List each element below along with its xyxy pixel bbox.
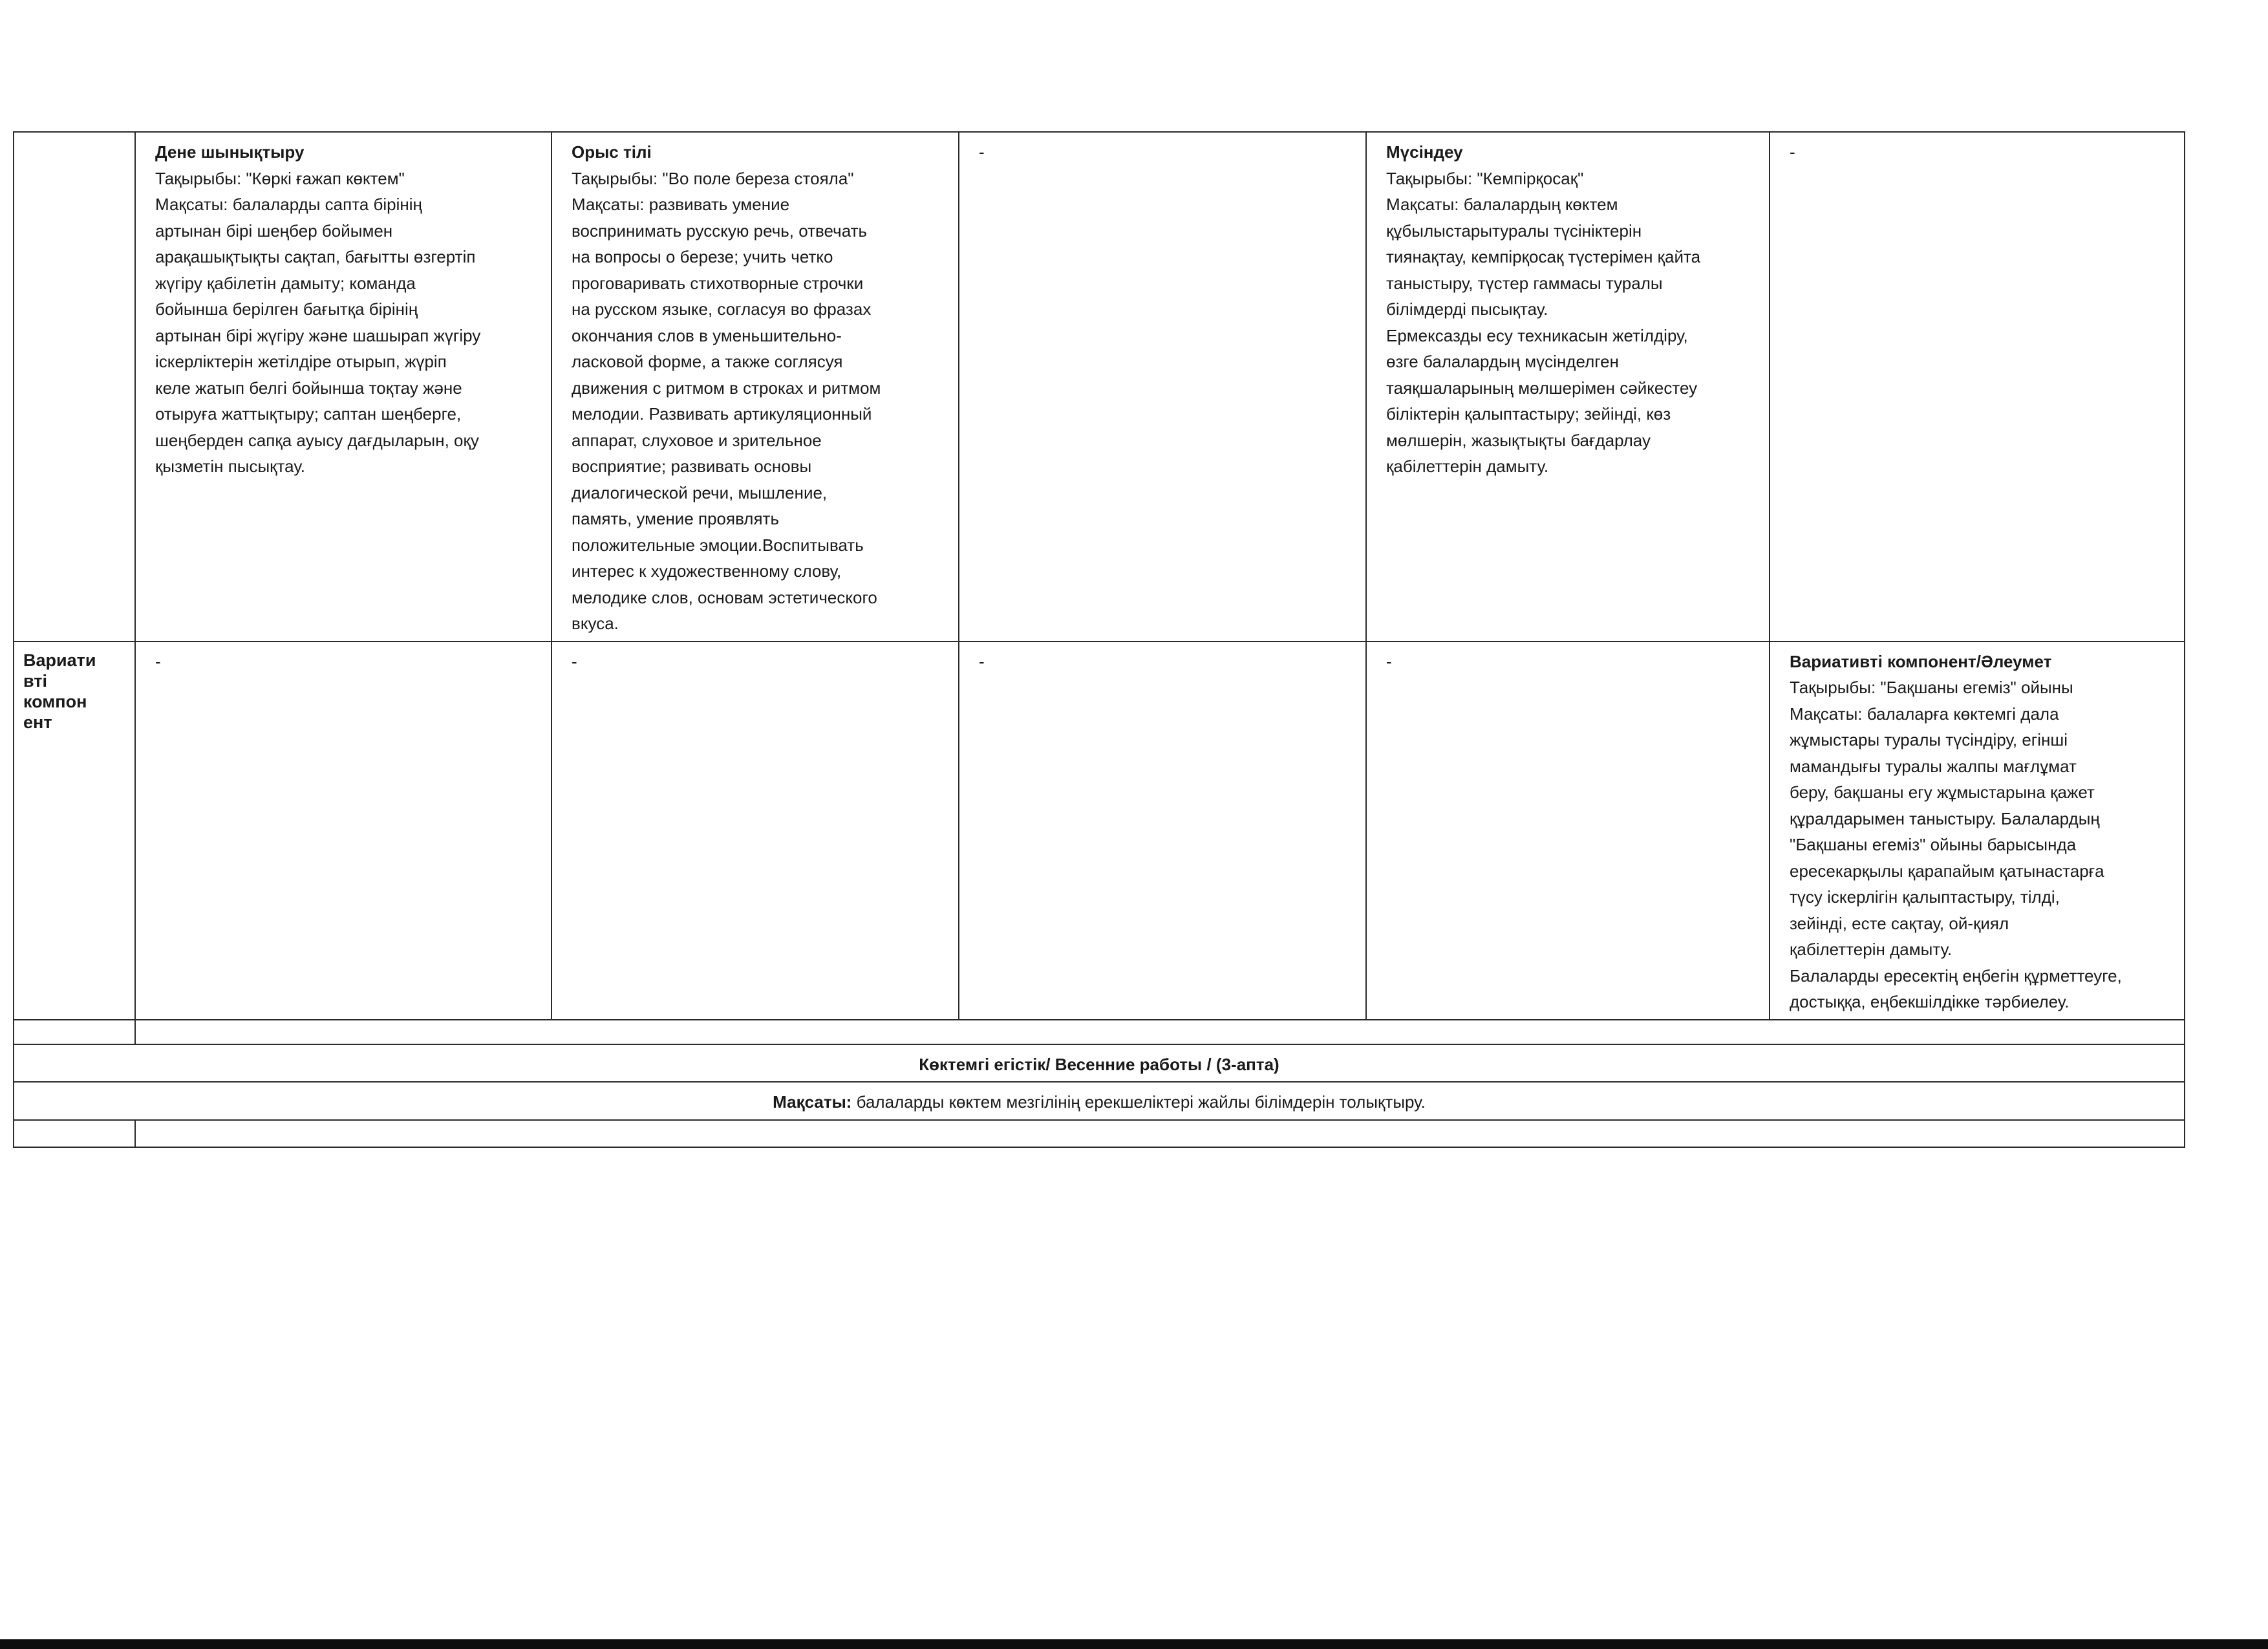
text-line: мамандығы туралы жалпы мағлұмат (1790, 756, 2077, 776)
week-theme-title: Көктемгі егістік/ Весенние работы / (3-апта) (14, 1044, 2185, 1083)
text-line: қабілеттерін дамыту. (1790, 940, 1952, 959)
text-line: Тақырыбы: "Кемпірқосақ" (1386, 168, 1584, 188)
text-line: положительные эмоции.Воспитывать (572, 535, 864, 555)
table-row (14, 1120, 2185, 1147)
cell-empty (959, 132, 1366, 641)
text-line: таныстыру, түстер гаммасы туралы (1386, 273, 1663, 293)
text-line: іскерліктерін жетілдіре отырып, жүріп (155, 352, 447, 371)
text-line: өзге балалардың мүсінделген (1386, 352, 1619, 371)
text-line: жұмыстары туралы түсіндіру, егінші (1790, 730, 2068, 749)
dash-placeholder: - (572, 651, 577, 671)
row-label-cell (14, 1120, 135, 1147)
cell-text (572, 166, 939, 637)
text-line: проговаривать стихотворные строчки (572, 273, 864, 293)
text-line: зейінді, есте сақтау, ой-қиял (1790, 913, 2009, 933)
text-line: Тақырыбы: "Во поле береза стояла" (572, 168, 854, 188)
text-line: артынан бірі шеңбер бойымен (155, 221, 393, 241)
scan-bottom-edge (0, 1639, 2268, 1649)
cell-text (155, 166, 531, 480)
table-row (14, 1082, 2185, 1120)
cell-text (1790, 674, 2165, 1015)
text-line: қабілеттерін дамыту. (1386, 457, 1549, 476)
table-row (14, 1020, 2185, 1044)
week-theme-goal (14, 1082, 2185, 1120)
text-line: "Бақшаны егеміз" ойыны барысында (1790, 835, 2077, 854)
text-line: түсу іскерлігін қалыптастыру, тілді, (1790, 887, 2060, 907)
text-line: құралдарымен таныстыру. Балалардың (1790, 808, 2100, 828)
text-line: біліктерін қалыптастыру; зейінді, көз (1386, 404, 1671, 424)
goal-text: балаларды көктем мезгілінің ерекшеліктері жайлы білімдерін толықтыру. (851, 1092, 1426, 1112)
cell-empty (959, 641, 1366, 1020)
text-line: тиянақтау, кемпірқосақ түстерімен қайта (1386, 247, 1701, 266)
cell-empty (1366, 641, 1770, 1020)
text-line: Ермексазды есу техникасын жетілдіру, (1386, 325, 1688, 345)
table-row (14, 641, 2185, 1020)
text-line: на русском языке, согласуя во фразах (572, 299, 872, 319)
dash-placeholder: - (979, 142, 985, 162)
text-line: шеңберден сапқа ауысу дағдыларын, оқу (155, 430, 479, 450)
text-line: мөлшерін, жазықтықты бағдарлау (1386, 430, 1651, 450)
text-line: таяқшаларының мөлшерімен сәйкестеу (1386, 378, 1698, 398)
cell-russian-language (551, 132, 959, 641)
subject-title: Вариативті компонент/Әлеумет (1790, 651, 2052, 671)
text-line: Тақырыбы: "Бақшаны егеміз" ойыны (1790, 678, 2073, 697)
row-label-text (23, 650, 128, 733)
cell-empty (551, 641, 959, 1020)
text-line: ласковой форме, а также соглясуя (572, 352, 843, 371)
row-label-cell (14, 1020, 135, 1044)
cell-empty (1770, 132, 2185, 641)
table-row (14, 1044, 2185, 1083)
dash-placeholder: - (1790, 142, 1795, 162)
text-line: Вариати (23, 650, 96, 670)
text-line: ент (23, 712, 52, 732)
plan-table (13, 131, 2185, 1148)
text-line: келе жатып белгі бойынша тоқтау және (155, 378, 462, 398)
cell-empty (135, 641, 551, 1020)
subject-title: Мүсіндеу (1386, 142, 1463, 162)
text-line: Мақсаты: балаларға көктемгі дала (1790, 704, 2059, 724)
text-line: жүгіру қабілетін дамыту; команда (155, 273, 416, 293)
text-line: компон (23, 691, 87, 711)
text-line: бойынша берілген бағытқа бірінің (155, 299, 418, 319)
subject-title: Орыс тілі (572, 142, 652, 162)
text-line: отыруға жаттықтыру; саптан шеңберге, (155, 404, 462, 424)
text-line: беру, бақшаны егу жұмыстарына қажет (1790, 782, 2095, 802)
row-label-variative (14, 641, 135, 1020)
text-line: окончания слов в уменьшительно- (572, 325, 842, 345)
text-line: артынан бірі жүгіру және шашырап жүгіру (155, 325, 481, 345)
text-line: ересекарқылы қарапайым қатынастарға (1790, 861, 2104, 881)
text-line: движения с ритмом в строках и ритмом (572, 378, 881, 398)
text-line: Мақсаты: балаларды сапта бірінің (155, 195, 422, 214)
empty-row-cell (135, 1020, 2185, 1044)
goal-label: Мақсаты: (773, 1092, 852, 1112)
text-line: Мақсаты: развивать умение (572, 195, 790, 214)
cell-physical-education (135, 132, 551, 641)
text-line: қызметін пысықтау. (155, 457, 305, 476)
text-line: арақашықтықты сақтап, бағытты өзгертіп (155, 247, 476, 266)
text-line: білімдерді пысықтау. (1386, 299, 1548, 319)
text-line: құбылыстарытуралы түсініктерін (1386, 221, 1642, 241)
cell-modelling (1366, 132, 1770, 641)
empty-row-cell (135, 1120, 2185, 1147)
subject-title: Дене шынықтыру (155, 142, 305, 162)
text-line: мелодии. Развивать артикуляционный (572, 404, 872, 424)
text-line: достыққа, еңбекшілдікке тәрбиелеу. (1790, 992, 2070, 1011)
text-line: Мақсаты: балалардың көктем (1386, 195, 1618, 214)
dash-placeholder: - (979, 651, 985, 671)
row-label-cell (14, 132, 135, 641)
text-line: Балаларды ересектің еңбегін құрметтеуге, (1790, 965, 2122, 986)
text-line: вкуса. (572, 614, 619, 633)
text-line: мелодике слов, основам эстетического (572, 587, 877, 607)
cell-text (1386, 166, 1749, 480)
text-line: вті (23, 671, 47, 691)
text-line: воспринимать русскую речь, отвечать (572, 221, 868, 241)
text-line: аппарат, слуховое и зрительное (572, 430, 822, 450)
dash-placeholder: - (155, 651, 161, 671)
text-line: память, умение проявлять (572, 509, 780, 528)
dash-placeholder: - (1386, 651, 1392, 671)
text-line: Тақырыбы: "Көркі ғажап көктем" (155, 168, 405, 188)
text-line: на вопросы о березе; учить четко (572, 247, 833, 266)
text-line: интерес к художественному слову, (572, 561, 842, 581)
table-row (14, 132, 2185, 641)
text-line: диалогической речи, мышление, (572, 482, 828, 502)
cell-variative-component (1770, 641, 2185, 1020)
text-line: восприятие; развивать основы (572, 457, 812, 476)
